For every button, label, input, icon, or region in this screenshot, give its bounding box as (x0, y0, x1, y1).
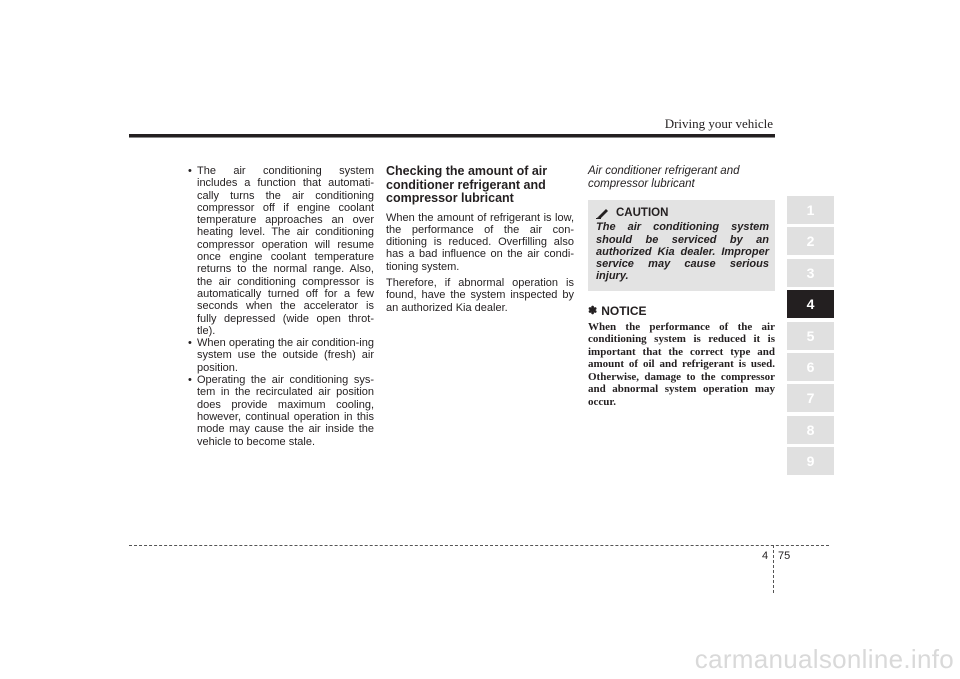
caution-box (588, 200, 775, 291)
chapter-tabs (787, 196, 834, 479)
column-right (588, 165, 775, 408)
paragraph: Therefore, if abnormal operation is found, have the system inspected by an authorized Kia dealer. (386, 276, 574, 314)
chapter-tab-5[interactable]: 5 (787, 322, 834, 350)
paragraph: When the amount of refrigerant is low, the performance of the air con-ditioning is reduced. Overfilling also has a bad influence on the air condi-tioning system. (386, 211, 574, 273)
footer-divider (773, 545, 774, 593)
chapter-tab-7[interactable]: 7 (787, 384, 834, 412)
notice-text: When the performance of the air conditioning system is reduced it is important that the correct type and amount of oil and refrigerant is used. Otherwise, damage to the compressor and abnormal system operation may occur. (588, 321, 775, 408)
page-header-title: Driving your vehicle (664, 116, 773, 131)
notice-star-icon: ✽ (588, 304, 598, 317)
chapter-tab-1[interactable]: 1 (787, 196, 834, 224)
bullet-item: • Operating the air conditioning sys-tem in the recirculated air position does provide maximum cooling, however, continual operation in this mode may cause the air inside the vehicle to become stale. (187, 374, 374, 448)
column-left (187, 165, 374, 448)
caution-title (596, 207, 769, 219)
watermark: carmanualsonline.info (694, 644, 954, 674)
chapter-tab-8[interactable]: 8 (787, 416, 834, 444)
bullet-item: • The air conditioning system includes a function that automati-cally turns the air conditioning compressor off if engine coolant temperature approaches an over heating level. The air conditioning compressor operation will resume once engine coolant temperature returns to the normal range. Also, the air conditioning compressor is automatically turned off for a few seconds when the accelerator is fully depressed (wide open throt-tle). (187, 165, 374, 337)
footer-rule (129, 545, 829, 546)
subsection-heading: Air conditioner refrigerant and compressor lubricant (588, 165, 740, 190)
page-number: 75 (778, 550, 791, 562)
chapter-tab-2[interactable]: 2 (787, 227, 834, 255)
caution-label: CAUTION (616, 207, 669, 219)
header-rule-thin (129, 137, 775, 138)
chapter-tab-6[interactable]: 6 (787, 353, 834, 381)
notice-title (588, 305, 775, 317)
chapter-tab-4[interactable]: 4 (787, 290, 834, 318)
bullet-list (187, 165, 374, 448)
caution-pencil-icon (596, 207, 610, 219)
bullet-item: • When operating the air condition-ing system use the outside (fresh) air position. (187, 337, 374, 374)
column-middle (386, 165, 574, 318)
chapter-tab-3[interactable]: 3 (787, 259, 834, 287)
section-heading: Checking the amount of air conditioner refrigerant and compressor lubricant (386, 164, 548, 205)
page-chapter: 4 (762, 550, 769, 562)
notice-label: NOTICE (601, 303, 647, 318)
chapter-tab-9[interactable]: 9 (787, 447, 834, 475)
caution-text: The air conditioning system should be serviced by an authorized Kia dealer. Improper service may cause serious injury. (596, 221, 769, 283)
